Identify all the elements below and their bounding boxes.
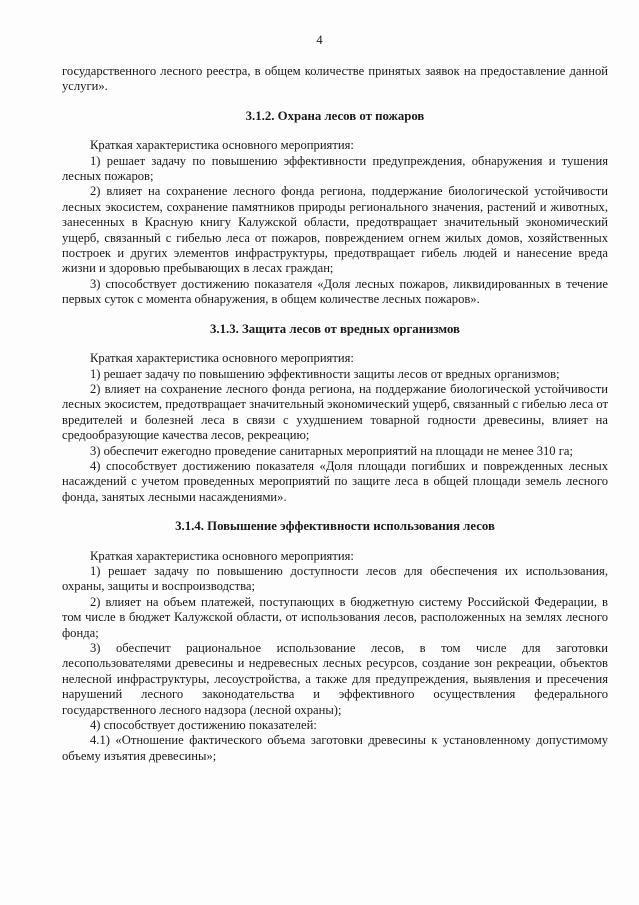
paragraph: 1) решает задачу по повышению эффективности предупреждения, обнаружения и тушения лесных пожаров; [62,153,608,184]
section-heading-pest-protection: 3.1.3. Защита лесов от вредных организмов [210,321,460,336]
paragraph: 3) обеспечит ежегодно проведение санитарных мероприятий на площади не менее 310 га; [90,443,573,458]
paragraph: 2) влияет на сохранение лесного фонда региона, на поддержание биологической устойчивости лесных экосистем, предотвращает значительный экономический ущерб, связанный с гибелью леса от вредителей и болезней леса в связи с ухудшением товарной годности древесины, влияет на средообразующие качества лесов, рекреацию; [62,381,608,443]
paragraph: Краткая характеристика основного мероприятия: [90,138,354,153]
paragraph: 2) влияет на сохранение лесного фонда региона, поддержание биологической устойчивости лесных экосистем, сохранение памятников природы регионального значения, растений и животных, занесенных в Красную книгу Калужской области, предотвращает значительный экономический ущерб, связанный с гибелью леса от пожаров, повреждением огнем жилых домов, хозяйственных построек и других элементов инфраструктуры, предотвращает гибель людей и нанесение вреда жизни и здоровью пребывающих в лесах граждан; [62,184,608,276]
page-number: 4 [316,33,323,47]
paragraph: 1) решает задачу по повышению эффективности защиты лесов от вредных организмов; [90,366,560,381]
paragraph: 3) способствует достижению показателя «Доля лесных пожаров, ликвидированных в течение первых суток с момента обнаружения, в общем количестве лесных пожаров». [62,276,608,307]
paragraph: 2) влияет на объем платежей, поступающих в бюджетную систему Российской Федерации, в том числе в бюджет Калужской области, от использования лесов, расположенных на землях лесного фонда; [62,594,608,640]
paragraph: Краткая характеристика основного мероприятия: [90,548,354,563]
paragraph: 4) способствует достижению показателя «Доля площади погибших и поврежденных лесных насаждений с учетом проведенных мероприятий по защите леса в общей площади земель лесного фонда, занятых лесными насаждениями». [62,458,608,504]
paragraph: 4) способствует достижению показателей: [90,718,317,733]
paragraph: 3) обеспечит рациональное использование лесов, в том числе для заготовки лесопользователями древесины и недревесных лесных ресурсов, создание зон рекреации, объектов нелесной инфраструктуры, лесоустройства, а также для предупреждения, выявления и пресечения нарушений лесного законодательства и эффективного осуществления федерального государственного лесного надзора (лесной охраны); [62,641,608,717]
document-body [62,64,608,764]
section-heading-fire-protection: 3.1.2. Охрана лесов от пожаров [245,108,425,123]
paragraph: 4.1) «Отношение фактического объема заготовки древесины к установленному допустимому объему изъятия древесины»; [62,733,608,763]
section-heading-forest-use: 3.1.4. Повышение эффективности использования лесов [175,519,495,534]
intro-paragraph: государственного лесного реестра, в общем количестве принятых заявок на предоставление данной услуги». [62,64,608,94]
paragraph: Краткая характеристика основного мероприятия: [90,351,354,366]
paragraph: 1) решает задачу по повышению доступности лесов для обеспечения их использования, охраны, защиты и воспроизводства; [62,563,608,594]
